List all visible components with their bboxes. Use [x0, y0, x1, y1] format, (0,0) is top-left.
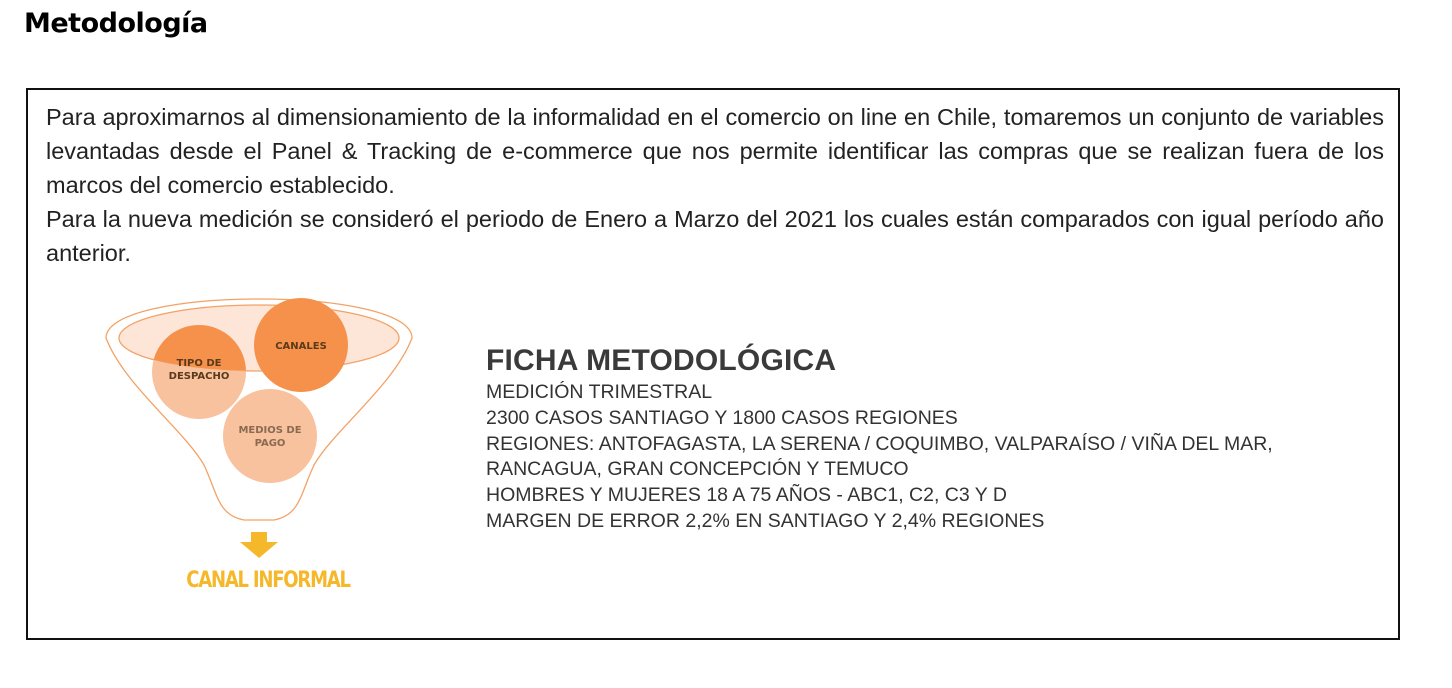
intro-paragraph-2: Para la nueva medición se consideró el periodo de Enero a Marzo del 2021 los cuales están comparados con igual período año anterior.	[46, 206, 1384, 266]
funnel-diagram	[104, 290, 414, 610]
canales-label: CANALES	[275, 341, 327, 352]
ficha-line: RANCAGUA, GRAN CONCEPCIÓN Y TEMUCO	[486, 458, 909, 481]
ficha-title: FICHA METODOLÓGICA	[486, 344, 837, 377]
section-title: Metodología	[24, 8, 208, 39]
circle-medios-pago	[223, 389, 317, 483]
ficha-line: MEDICIÓN TRIMESTRAL	[486, 381, 713, 403]
ficha-line: MARGEN DE ERROR 2,2% EN SANTIAGO Y 2,4% REGIONES	[486, 509, 1045, 532]
ficha-line: HOMBRES Y MUJERES 18 A 75 AÑOS - ABC1, C2, C3 Y D	[486, 484, 1007, 507]
canal-informal-label: CANAL INFORMAL	[186, 568, 350, 593]
intro-text	[46, 100, 1384, 270]
medios-pago-label-2: PAGO	[254, 438, 286, 449]
ficha-line: REGIONES: ANTOFAGASTA, LA SERENA / COQUIMBO, VALPARAÍSO / VIÑA DEL MAR,	[486, 432, 1273, 455]
medios-pago-label-1: MEDIOS DE	[238, 425, 302, 436]
ficha-metodologica	[486, 344, 1386, 535]
tipo-despacho-label-1: TIPO DE	[176, 358, 222, 369]
down-arrow-icon	[240, 532, 278, 558]
tipo-despacho-label-2: DESPACHO	[168, 371, 230, 382]
ficha-line: 2300 CASOS SANTIAGO Y 1800 CASOS REGIONES	[486, 406, 958, 429]
intro-paragraph-1: Para aproximarnos al dimensionamiento de la informalidad en el comercio on line en Chile, tomaremos un conjunto de variables levantadas desde el Panel & Tracking de e-commerce que nos permite identificar las compras que se realizan fuera de los marcos del comercio establecido.	[46, 104, 1384, 198]
methodology-box	[26, 88, 1400, 640]
